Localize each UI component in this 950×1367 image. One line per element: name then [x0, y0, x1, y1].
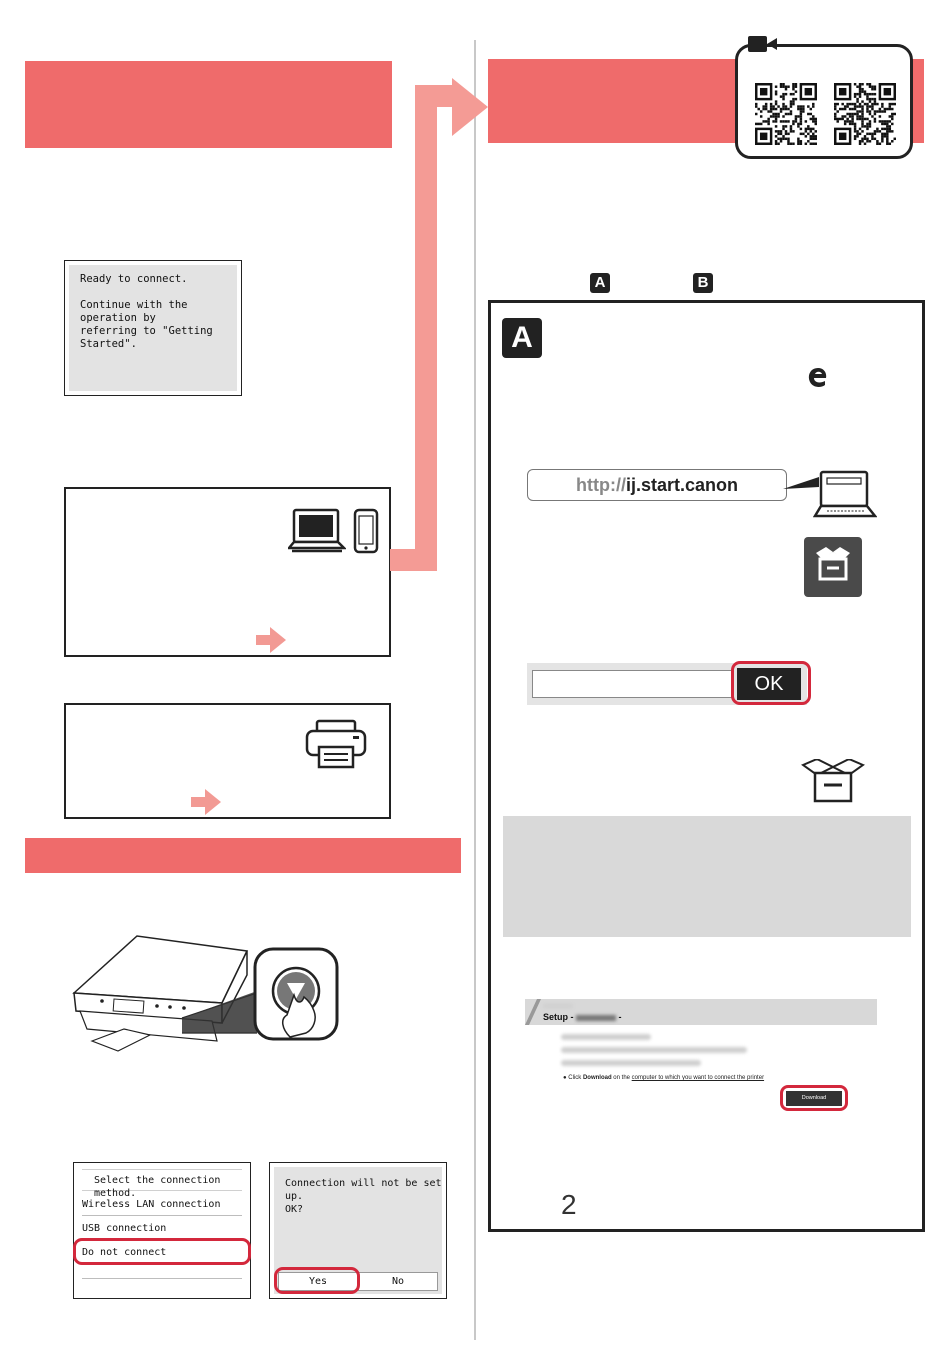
method-a-panel — [488, 300, 925, 1232]
setup-page-screenshot — [525, 999, 880, 1124]
badge-a-small: A — [590, 273, 610, 293]
ready-line-2: Continue with the operation by — [80, 299, 188, 324]
printer-screen-ready — [64, 260, 242, 396]
setup-page-title: Setup - - — [543, 1012, 622, 1022]
url-host: ij.start.canon — [625, 475, 738, 495]
step-number: 2 — [561, 1189, 577, 1220]
edge-browser-icon — [807, 365, 829, 389]
qr-code-panel — [735, 44, 913, 159]
yes-button[interactable]: Yes — [278, 1272, 358, 1291]
connector-arrow — [390, 78, 490, 582]
model-input[interactable] — [532, 670, 732, 698]
arrow-right-icon — [191, 789, 221, 815]
option-box-computer-smartphone[interactable] — [64, 487, 391, 657]
option-do-not-connect[interactable]: Do not connect — [82, 1247, 242, 1264]
video-camera-icon — [748, 35, 778, 53]
box-icon — [801, 759, 865, 803]
highlight-do-not-connect — [73, 1238, 251, 1265]
section-header-bar-left — [25, 61, 392, 148]
qr-code-2 — [834, 83, 896, 145]
url-scheme: http:// — [575, 475, 626, 495]
laptop-icon — [288, 508, 346, 556]
printer-screen-connection-method — [73, 1162, 251, 1299]
setup-page-note-link[interactable]: computer to which you want to connect the printer — [631, 1075, 765, 1081]
download-button[interactable]: Download — [786, 1091, 842, 1106]
highlight-ok-button — [731, 661, 811, 705]
badge-a-large: A — [502, 318, 542, 358]
smartphone-icon — [353, 508, 379, 554]
note-box — [503, 816, 911, 937]
badge-b-small: B — [693, 273, 713, 293]
laptop-icon — [813, 470, 877, 522]
confirm-line-2: OK? — [285, 1204, 304, 1215]
highlight-download-button — [780, 1085, 848, 1111]
ready-line-1: Ready to connect. — [80, 273, 188, 285]
no-button[interactable]: No — [358, 1272, 438, 1291]
section-header-bar-left-lower — [25, 838, 461, 873]
printer-illustration — [62, 933, 342, 1058]
qr-code-1 — [755, 83, 817, 145]
option-usb[interactable]: USB connection — [82, 1223, 242, 1240]
option-box-printer[interactable] — [64, 703, 391, 819]
printer-icon — [305, 719, 367, 769]
highlight-yes-button — [274, 1267, 360, 1294]
confirm-line-1: Connection will not be set up. — [285, 1178, 442, 1202]
url-bar[interactable] — [527, 469, 787, 501]
ready-line-3: referring to "Getting Started". — [80, 325, 213, 350]
option-wireless-lan[interactable]: Wireless LAN connection — [82, 1199, 242, 1216]
setup-app-icon — [804, 537, 862, 597]
ok-button[interactable]: OK — [737, 668, 801, 700]
setup-page-note: ● Click Download on the computer to which you want to connect the printer — [563, 1075, 765, 1081]
connection-screen-title: Select the connection method. — [94, 1175, 221, 1199]
arrow-right-icon — [256, 627, 286, 653]
